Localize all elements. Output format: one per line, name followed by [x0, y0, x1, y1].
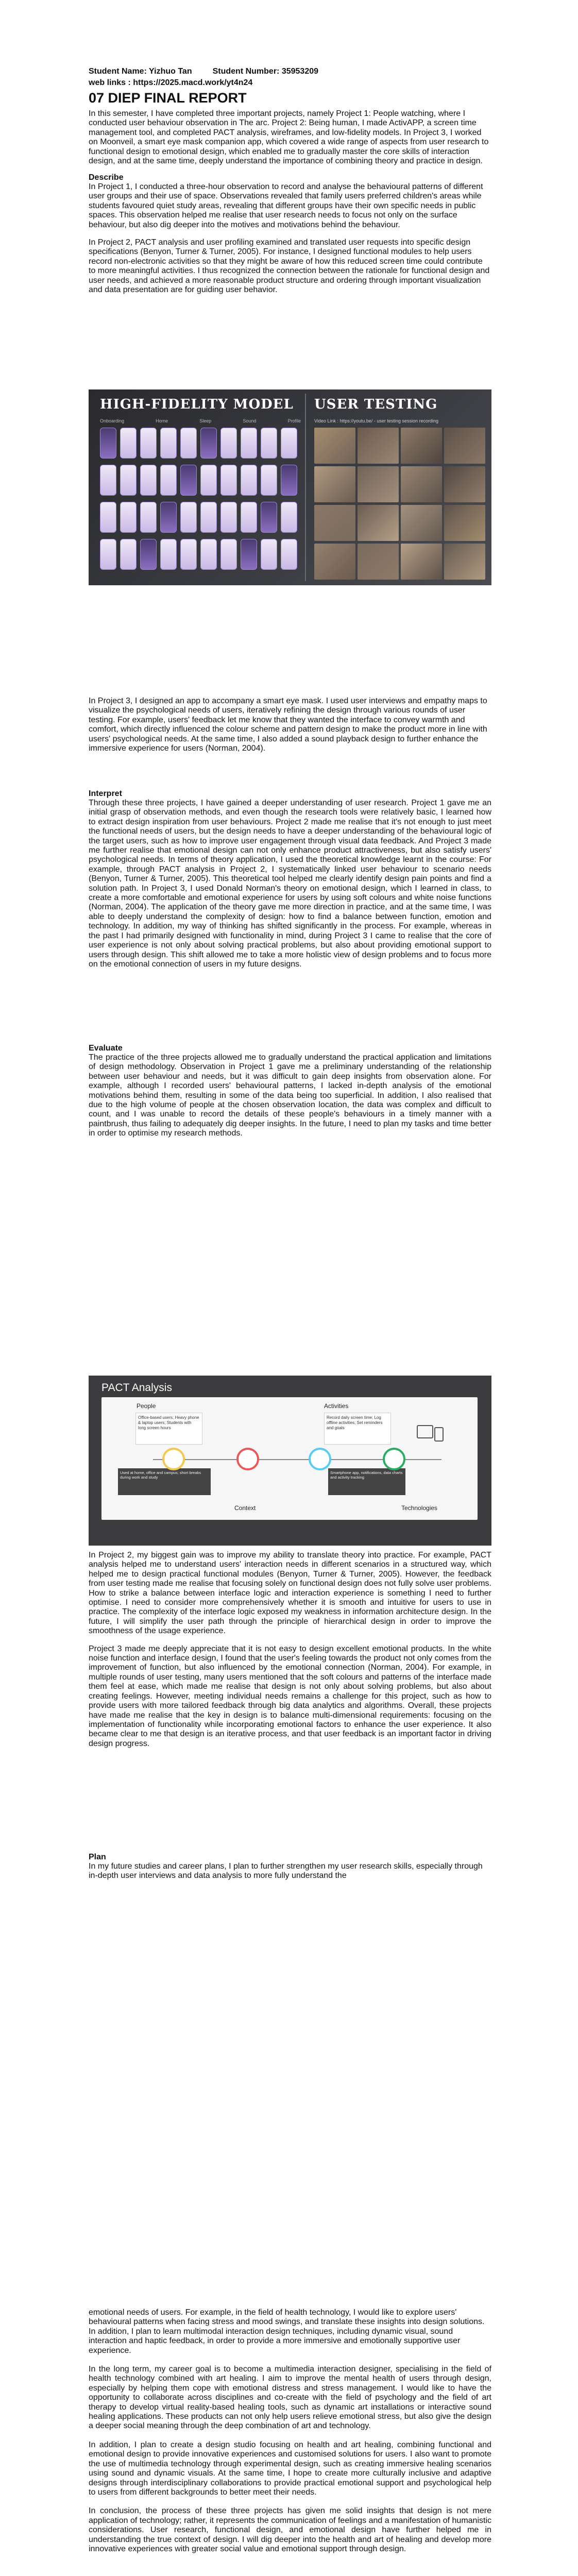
plan-paragraph-5: In conclusion, the process of these three projects has given me solid insights that design is not mere application of technology; rather, it represents the communication of feelings and a manifestation of humanistic considerations. User research, functional design, and emotional design have further helped me in understanding the true context of design. I will dig deeper into the health and art of healing and develop more innovative experiences with greater social value and emotional support through design. [89, 2506, 491, 2553]
phone-screen [281, 428, 297, 459]
plan-paragraph-4: In addition, I plan to create a design studio focusing on health and art healing, combining functional and emotional design to provide innovative experiences and customised solutions for users. I also want to promote the use of multimedia technology through experimental design, such as creating immersive healing scenarios using sound and dynamic visuals. At the same time, I hope to create more culturally inclusive and adaptive designs through interdisciplinary collaborations to provide practical emotional support and psychological help to users from different backgrounds to better meet their needs. [89, 2440, 491, 2497]
phone-screen [100, 465, 116, 496]
user-testing-photo [358, 466, 399, 502]
figure1-right-title: USER TESTING [314, 397, 438, 412]
pact-label-context: Context [234, 1504, 256, 1512]
figure1-divider [305, 394, 306, 581]
student-number: Student Number: 35953209 [212, 67, 319, 76]
web-links[interactable]: web links : https://2025.macd.work/yt4n24 [89, 78, 253, 87]
phone-screen [120, 502, 137, 533]
user-testing-photo [314, 466, 355, 502]
phone-screen [180, 539, 197, 570]
pact-label-activities: Activities [324, 1402, 349, 1410]
intro-paragraph: In this semester, I have completed three important projects, namely Project 1: People watching, where I conducted user behaviour observation in The arc. Project 2: Being human, I made ActivAPP, a screen time management tool, and completed PACT analysis, wireframes, and low-fidelity models. In Project 3, I worked on Moonveil, a smart eye mask companion app, which covered a wide range of aspects from user research to functional design to emotional design, which enabled me to gradually master the core skills of interaction design, and at the same time, deeply understand the importance of combining theory and practice in design. [89, 109, 489, 166]
describe-section [89, 173, 491, 295]
intro-section [89, 109, 491, 166]
user-testing-photo [401, 505, 442, 541]
phone-screen [220, 539, 237, 570]
pact-tech-box: Smartphone app, notifications, data charts and activity tracking [328, 1468, 405, 1495]
phone-screen [220, 428, 237, 459]
pact-people-box: Office-based users; Heavy phone & laptop users; Students with long screen hours [135, 1413, 202, 1445]
screen-label: Sleep [199, 418, 212, 423]
phone-screen [120, 539, 137, 570]
phone-screen [281, 539, 297, 570]
evaluate-paragraph-2: In Project 2, my biggest gain was to improve my ability to translate theory into practice. For example, PACT analysis helped me to understand users' interaction needs in different scenarios in a structured way, which helped me to design practical functional modules (Benyon, Turner & Turner, 2005). However, the feedback from user testing made me realise that focusing solely on functional design does not fully solve user problems. How to strike a balance between interface logic and interaction experience is something I need to further optimise. I need to consider more comprehensively whether it is smooth and intuitive for users to use in practice. The complexity of the interface logic exposed my weakness in information architecture design. In the future, I will simplify the user path through the principle of hierarchical design in order to improve the smoothness of the usage experience. [89, 1551, 491, 1636]
plan-section [89, 1853, 491, 1881]
phone-screen [180, 428, 197, 459]
screen-label: Profile [287, 418, 301, 423]
describe-section-cont [89, 697, 491, 753]
phone-screen [140, 428, 157, 459]
phone-screen [261, 502, 277, 533]
interpret-paragraph: Through these three projects, I have gained a deeper understanding of user research. Project 1 gave me an initial grasp of observation methods, and even though the research tools were relatively basic, I learned how to extract design inspiration from user behaviours. Project 2 made me realise that it's not enough to just meet the functional needs of users, but the design needs to have a deeper understanding of the behavioural logic of the target users, such as how to improve user engagement through visual data feedback. And Project 3 made me further realise that emotional design can not only enhance product attractiveness, but also satisfy users' psychological needs. In terms of theory application, I used the theoretical knowledge learnt in the course: For example, through PACT analysis in Project 2, I systematically linked user behaviour to scenario needs (Benyon, Turner & Turner, 2005). This theoretical tool helped me clearly identify design pain points and find a solution path. In Project 3, I used Donald Norman's theory on emotional design, which I learned in class, to create a more comfortable and emotional experience for users by using soft colours and white noise functions (Norman, 2004). The application of the theory gave me more direction in practice, and at the same time, I was able to deeply understand the complexity of design: how to find a balance between function, emotion and technology. In addition, my way of thinking has shifted significantly in the process. For example, whereas in the past I had primarily designed with functionality in mind, during Project 3 I came to realise that the core of user experience is not only about solving practical problems, but also about providing emotional support to users through design. This shift allowed me to take a more holistic view of design problems and to focus more on the emotional connection of users in my future designs. [89, 799, 491, 969]
user-testing-photo [358, 505, 399, 541]
phone-screen [140, 539, 157, 570]
phone-screen [241, 539, 257, 570]
figure1-caption: Video Link : https://youtu.be/ - user testing session recording [314, 418, 438, 423]
phone-screen [261, 465, 277, 496]
phone-screen [241, 428, 257, 459]
user-testing-photo [444, 505, 485, 541]
user-testing-photo [401, 428, 442, 464]
phone-screen [241, 502, 257, 533]
user-testing-photo [358, 544, 399, 580]
user-testing-photo [401, 466, 442, 502]
user-testing-photo [444, 428, 485, 464]
pact-panel [101, 1397, 478, 1520]
interpret-heading: Interpret [89, 789, 122, 798]
plan-section-cont [89, 2308, 491, 2554]
user-testing-photo [314, 428, 355, 464]
plan-paragraph-2: emotional needs of users. For example, in the field of health technology, I would like to explore users' behavioural patterns when facing stress and mood swings, and translate these insights into design solutions. In addition, I plan to learn multimodal interaction design techniques, including dynamic visual, sound interaction and haptic feedback, in order to provide a more immersive and emotionally supportive user experience. [89, 2308, 485, 2355]
figure-high-fidelity-user-testing [89, 389, 491, 585]
pact-label-technologies: Technologies [401, 1504, 438, 1512]
phone-screen [200, 465, 217, 496]
phone-screen [200, 428, 217, 459]
pact-activities-box: Record daily screen time; Log offline activities; Set reminders and goals [324, 1413, 391, 1445]
pact-people-icon [162, 1448, 185, 1470]
user-testing-photo [314, 505, 355, 541]
describe-paragraph-3: In Project 3, I designed an app to accompany a smart eye mask. I used user interviews and empathy maps to visualize the psychological needs of users, iteratively refining the design through various rounds of user testing. For example, users' feedback let me know that they wanted the interface to convey warmth and comfort, which directly influenced the colour scheme and pattern design to make the product more in line with users' psychological needs. At the same time, I also added a sound playback design to further enhance the immersive experience for users (Norman, 2004). [89, 697, 487, 753]
phone-screen [120, 465, 137, 496]
evaluate-heading: Evaluate [89, 1044, 123, 1053]
phone-screen [281, 502, 297, 533]
phone-screen [100, 428, 116, 459]
page-title: 07 DIEP FINAL REPORT [89, 90, 247, 106]
phone-screen [160, 539, 177, 570]
phone-screen [261, 428, 277, 459]
screen-label: Onboarding [100, 418, 125, 423]
evaluate-paragraph-3: Project 3 made me deeply appreciate that it is not easy to design excellent emotional products. In the white noise function and interface design, I found that the user's feeling towards the product not only comes from the improvement of function, but also influenced by the emotional connection (Norman, 2004). For example, in multiple rounds of user testing, many users mentioned that the soft colours and patterns of the interface made them feel at ease, which made me realise that design is not only about solving problems, but also about creating feelings. However, meeting individual needs remains a challenge for this project, such as how to provide users with more tailored feedback through big data analytics and algorithms. Overall, these projects have made me realise that the key in design is to balance multi-dimensional requirements: focusing on the implementation of functionality while incorporating emotional factors to enhance the user experience. It also became clear to me that design is an iterative process, and that user feedback is an important factor in driving design progress. [89, 1644, 491, 1748]
user-testing-photo [444, 544, 485, 580]
plan-paragraph-3: In the long term, my career goal is to become a multimedia interaction designer, specialising in the field of health technology combined with art healing. I aim to improve the mental health of users through design, especially by helping them cope with emotional distress and stress management. I would like to have the opportunity to collaborate across disciplines and co-create with the field of psychology and the field of art therapy to develop virtual reality-based healing tools, such as dynamic art installations or interactive sound healing applications. These products can not only help users relieve emotional stress, but also give the design a deeper social meaning through the deep combination of art and technology. [89, 2365, 491, 2431]
phone-screen [180, 502, 197, 533]
plan-paragraph-1: In my future studies and career plans, I plan to further strengthen my user research skills, especially through in-depth user interviews and data analysis to more fully understand the [89, 1862, 483, 1880]
phone-screen [220, 502, 237, 533]
device-icon [417, 1425, 433, 1438]
phone-icon [434, 1427, 444, 1442]
describe-heading: Describe [89, 173, 124, 182]
phone-screen [140, 502, 157, 533]
pact-context-icon [236, 1448, 259, 1470]
phone-screen [261, 539, 277, 570]
screen-label: Sound [243, 418, 257, 423]
phone-screen [241, 465, 257, 496]
phone-screen [200, 502, 217, 533]
phone-screen [160, 428, 177, 459]
pact-activities-icon [309, 1448, 331, 1470]
evaluate-section [89, 1044, 491, 1139]
phone-screen [100, 539, 116, 570]
user-testing-photo [401, 544, 442, 580]
pact-title: PACT Analysis [101, 1382, 172, 1394]
phone-screen [100, 502, 116, 533]
phone-screen [281, 465, 297, 496]
phone-screen [140, 465, 157, 496]
evaluate-paragraph-1: The practice of the three projects allowed me to gradually understand the practical application and limitations of design methodology. Observation in Project 1 gave me a preliminary understanding of the relationship between user behaviour and needs, but it was difficult to gain deep insights from observation alone. For example, although I recorded users' behavioural patterns, I lacked in-depth analysis of the emotional motivations behind them, resulting in some of the data being too superficial. In addition, I also realised that due to the high volume of people at the chosen observation location, the data was complex and difficult to count, and I was unable to record the details of these people's behaviours in a timely manner with a paintbrush, thus failing to adequately dig deeper insights. In the future, I need to plan my tasks and time better in order to optimise my research methods. [89, 1053, 491, 1138]
pact-context-box: Used at home, office and campus; short breaks during work and study [118, 1468, 211, 1495]
pact-technologies-icon [383, 1448, 405, 1470]
phone-screen [180, 465, 197, 496]
user-testing-photo [358, 428, 399, 464]
describe-paragraph-2: In Project 2, PACT analysis and user profiling examined and translated user requests into specific design specifications (Benyon, Turner & Turner, 2005). For instance, I designed functional modules to help users record non-electronic activities so that they might be aware of how this reduced screen time could contribute to more meaningful activities. I thus recognized the connection between the rationale for functional design and user needs, and achieved a more reasonable product structure and ordering through important visualization and data presentation are for guiding user behavior. [89, 238, 490, 295]
evaluate-section-cont [89, 1551, 491, 1749]
pact-label-people: People [137, 1402, 156, 1410]
phone-screen [120, 428, 137, 459]
figure-pact-analysis [89, 1376, 491, 1546]
figure1-left-title: HIGH-FIDELITY MODEL [100, 397, 294, 412]
user-testing-photo [444, 466, 485, 502]
report-header [89, 66, 491, 106]
phone-screen [220, 465, 237, 496]
user-testing-photo [314, 544, 355, 580]
plan-heading: Plan [89, 1853, 106, 1861]
phone-screen [160, 465, 177, 496]
phone-screen [160, 502, 177, 533]
student-name: Student Name: Yizhuo Tan [89, 67, 192, 76]
describe-paragraph-1: In Project 1, I conducted a three-hour observation to record and analyse the behavioural patterns of different user groups and their use of space. Observations revealed that family users preferred children's areas while students favoured quiet study areas, revealing that different groups have their own specific needs in public spaces. This observation helped me realise that user research needs to focus not only on the surface behaviour, but also dig deeper into the motives and motivations behind the behaviour. [89, 182, 483, 229]
phone-screen [200, 539, 217, 570]
screen-label: Home [156, 418, 168, 423]
interpret-section [89, 789, 491, 969]
screen-labels [100, 418, 301, 423]
